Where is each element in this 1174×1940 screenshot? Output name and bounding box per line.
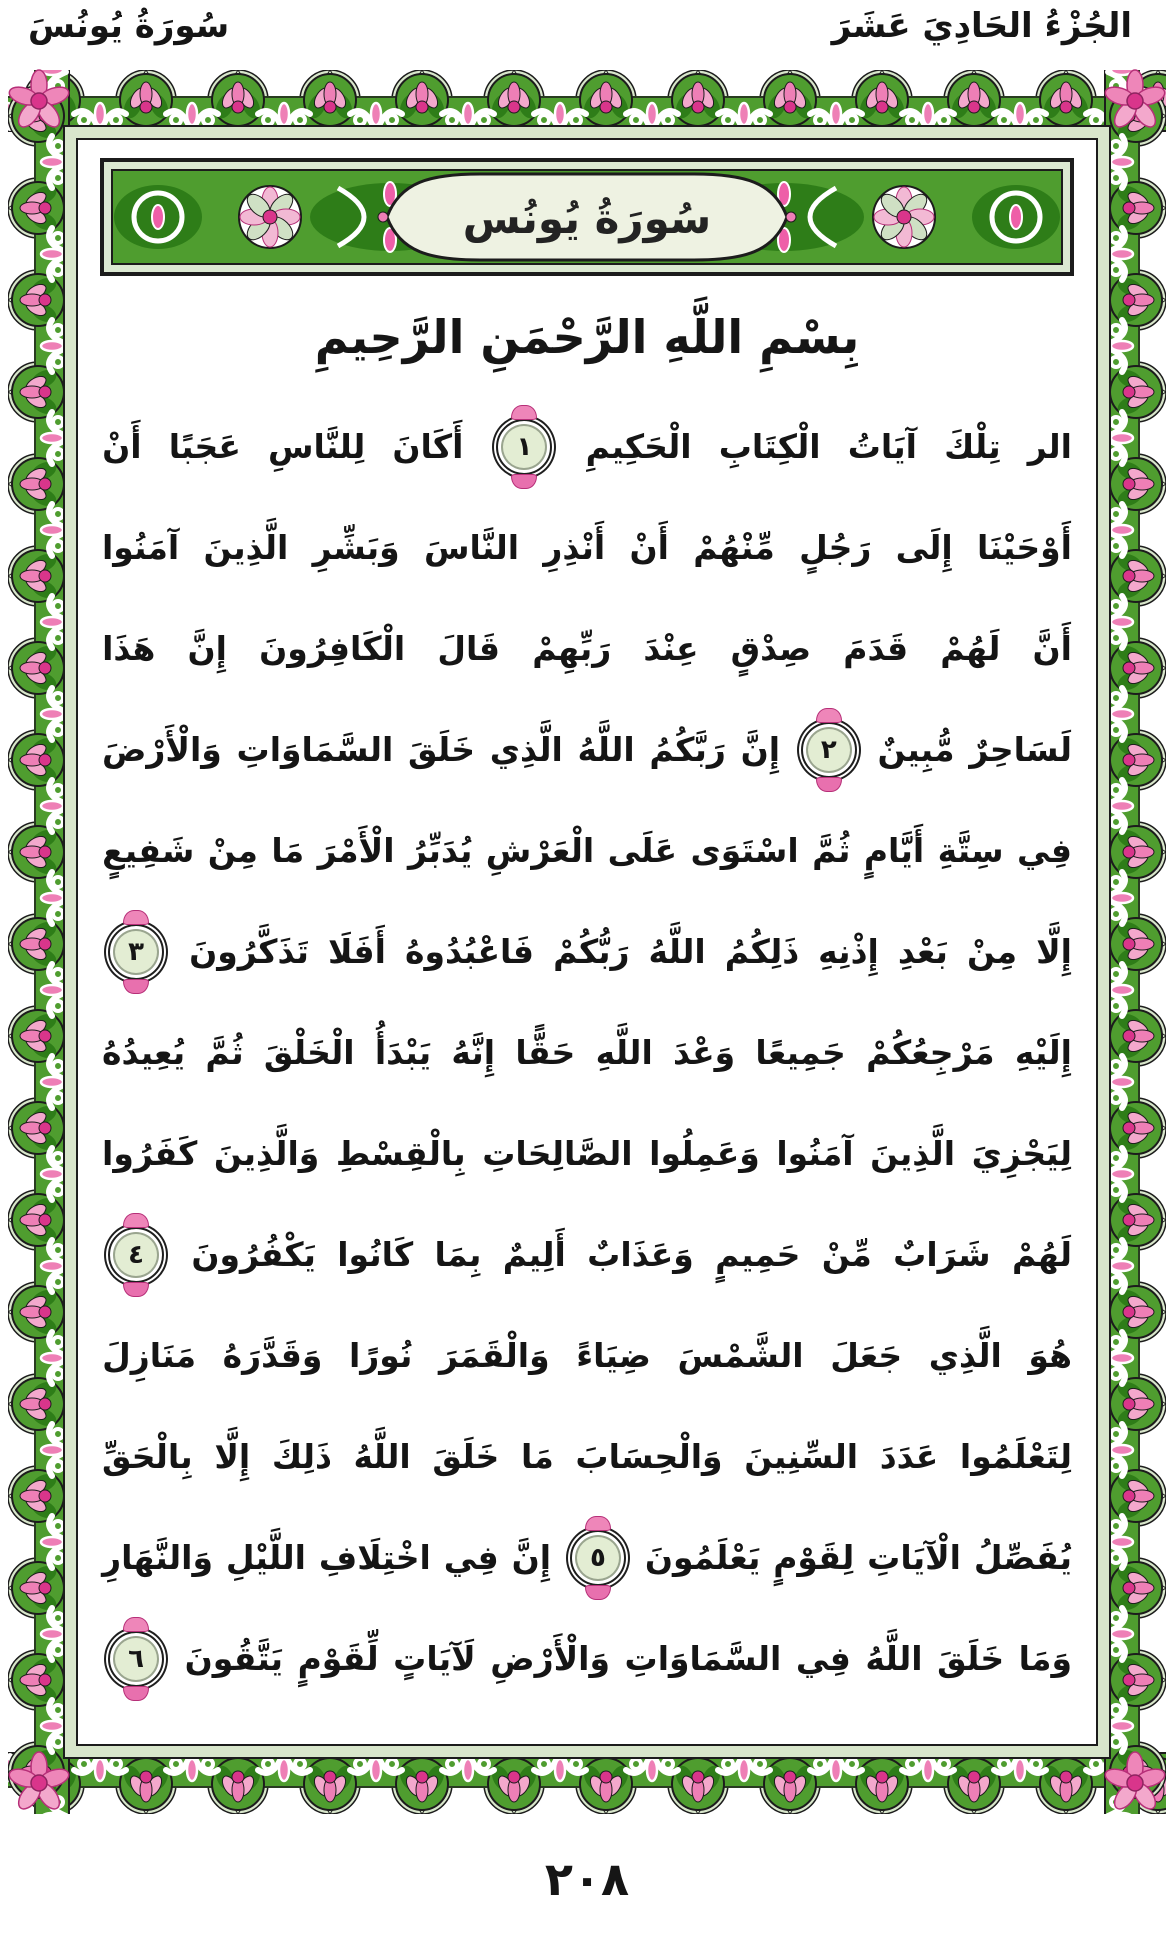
word: اخْتِلَافِ bbox=[318, 1538, 431, 1577]
word: مِنْ bbox=[207, 831, 258, 870]
word: السَّمَاوَاتِ bbox=[624, 1639, 782, 1678]
word: وَقَدَّرَهُ bbox=[222, 1336, 323, 1375]
word: يُدَبِّرُ bbox=[407, 831, 473, 870]
word: خَلَقَ bbox=[937, 1639, 1005, 1678]
word: سِتَّةِ bbox=[937, 831, 1004, 870]
word: أَنْ bbox=[629, 528, 669, 567]
word: صِدْقٍ bbox=[730, 629, 812, 668]
word: يَعْلَمُونَ bbox=[644, 1538, 761, 1577]
word: ثُمَّ bbox=[205, 1033, 244, 1072]
word: الْخَلْقَ bbox=[263, 1033, 355, 1072]
word: عَدَدَ bbox=[879, 1437, 939, 1476]
word: مَرْجِعُكُمْ bbox=[866, 1033, 995, 1072]
word: فَاعْبُدُوهُ bbox=[404, 932, 535, 971]
word: ثُمَّ bbox=[812, 831, 851, 870]
word: فِي bbox=[1017, 831, 1072, 870]
word: يُفَصِّلُ bbox=[973, 1538, 1072, 1577]
word: اللَّهُ bbox=[353, 1437, 411, 1476]
word: يُعِيدُهُ bbox=[102, 1033, 186, 1072]
word: أَنْذِرِ bbox=[543, 528, 606, 567]
word: الْحَكِيمِ bbox=[585, 427, 692, 466]
word: يَبْدَأُ bbox=[374, 1033, 432, 1072]
word: لَهُمْ bbox=[1011, 1235, 1072, 1274]
word: لِيَجْزِيَ bbox=[971, 1134, 1072, 1173]
word: جَمِيعًا bbox=[755, 1033, 846, 1072]
word: وَالْقَمَرَ bbox=[439, 1336, 550, 1375]
word: إِنَّهُ bbox=[451, 1033, 496, 1072]
word: كَفَرُوا bbox=[102, 1134, 198, 1173]
word: اللَّهِ bbox=[595, 1033, 653, 1072]
word: مِّنْ bbox=[821, 1235, 872, 1274]
word: وَالْحِسَابَ bbox=[575, 1437, 723, 1476]
word: وَعَمِلُوا bbox=[649, 1134, 760, 1173]
word: أَوْحَيْنَا bbox=[977, 528, 1072, 567]
word: أَلِيمٌ bbox=[502, 1235, 566, 1274]
word: اللَّهُ bbox=[865, 1639, 923, 1678]
word: مُّبِينٌ bbox=[877, 730, 955, 769]
word: جَعَلَ bbox=[830, 1336, 903, 1375]
word: أَفَلَا bbox=[327, 932, 386, 971]
quran-line bbox=[100, 396, 1074, 497]
word: يَتَّقُونَ bbox=[184, 1639, 284, 1678]
word: لِلنَّاسِ bbox=[267, 427, 366, 466]
word: إِنَّ bbox=[187, 629, 227, 668]
word: اللَّهُ bbox=[577, 730, 635, 769]
word: أَنَّ bbox=[1032, 629, 1072, 668]
word: مَا bbox=[520, 1437, 554, 1476]
word: الْآيَاتِ bbox=[867, 1538, 961, 1577]
word: إِلَيْهِ bbox=[1014, 1033, 1072, 1072]
word: السَّمَاوَاتِ bbox=[236, 730, 394, 769]
word: شَفِيعٍ bbox=[102, 831, 195, 870]
word: تِلْكَ bbox=[944, 427, 1001, 466]
word: الْعَرْشِ bbox=[485, 831, 595, 870]
word: لِقَوْمٍ bbox=[773, 1538, 855, 1577]
word: إِلَّا bbox=[1036, 932, 1072, 971]
quran-line bbox=[100, 1305, 1074, 1406]
verse-number-medallion: ٤ bbox=[108, 1227, 164, 1283]
word: عِنْدَ bbox=[643, 629, 699, 668]
word: الَّذِي bbox=[489, 730, 563, 769]
word: خَلَقَ bbox=[432, 1437, 500, 1476]
word: وَبَشِّرِ bbox=[312, 528, 400, 567]
quran-line bbox=[100, 1608, 1074, 1709]
word: وَمَا bbox=[1018, 1639, 1072, 1678]
word: آمَنُوا bbox=[102, 528, 180, 567]
word: شَرَابٌ bbox=[893, 1235, 991, 1274]
word: بَعْدِ bbox=[897, 932, 948, 971]
quran-line bbox=[100, 800, 1074, 901]
verse-number-medallion: ٢ bbox=[801, 722, 857, 778]
word: الصَّالِحَاتِ bbox=[482, 1134, 633, 1173]
word: إِنَّ bbox=[740, 730, 781, 769]
verse-number-medallion: ٦ bbox=[108, 1631, 164, 1687]
word: أَيَّامٍ bbox=[863, 831, 925, 870]
word: يَكْفُرُونَ bbox=[191, 1235, 316, 1274]
quran-line bbox=[100, 598, 1074, 699]
word: عَلَى bbox=[607, 831, 678, 870]
word: نُورًا bbox=[348, 1336, 413, 1375]
quran-line bbox=[100, 1507, 1074, 1608]
word: رَجُلٍ bbox=[799, 528, 872, 567]
word: خَلَقَ bbox=[408, 730, 476, 769]
verse-lines bbox=[100, 396, 1074, 1738]
word: لِّقَوْمٍ bbox=[297, 1639, 379, 1678]
word: رَبَّكُمُ bbox=[649, 730, 726, 769]
word: الْأَمْرَ bbox=[317, 831, 395, 870]
word: النَّاسَ bbox=[423, 528, 520, 567]
surah-title-band bbox=[100, 158, 1074, 278]
word: مَا bbox=[271, 831, 305, 870]
word: الشَّمْسَ bbox=[677, 1336, 804, 1375]
word: لَسَاحِرٌ bbox=[969, 730, 1072, 769]
surah-title: سُورَةُ يُونُس bbox=[462, 193, 712, 243]
word: بِالْحَقِّ bbox=[102, 1437, 193, 1476]
basmala: بِسْمِ اللَّهِ الرَّحْمَنِ الرَّحِيمِ bbox=[314, 310, 860, 364]
word: هَذَا bbox=[102, 629, 156, 668]
word: السِّنِينَ bbox=[744, 1437, 859, 1476]
word: رَبِّهِمْ bbox=[532, 629, 612, 668]
word: وَعْدَ bbox=[673, 1033, 736, 1072]
word: إِلَى bbox=[895, 528, 953, 567]
word: أَنْ bbox=[102, 427, 142, 466]
juz-header: الجُزْءُ الحَادِيَ عَشَرَ bbox=[831, 6, 1132, 46]
word: الْكَافِرُونَ bbox=[259, 629, 406, 668]
word: قَدَمَ bbox=[843, 629, 909, 668]
word: لِتَعْلَمُوا bbox=[959, 1437, 1072, 1476]
word: وَعَذَابٌ bbox=[587, 1235, 694, 1274]
quran-line bbox=[100, 901, 1074, 1002]
word: مِنْ bbox=[966, 932, 1018, 971]
word: وَالَّذِينَ bbox=[213, 1134, 320, 1173]
word: إِذْنِهِ bbox=[818, 932, 879, 971]
word: مَنَازِلَ bbox=[102, 1336, 197, 1375]
word: حَقًّا bbox=[515, 1033, 576, 1072]
verse-number-medallion: ٣ bbox=[108, 924, 164, 980]
word: لَهُمْ bbox=[940, 629, 1001, 668]
word: الَّذِينَ bbox=[870, 1134, 956, 1173]
word: وَالنَّهَارِ bbox=[102, 1538, 213, 1577]
word: تَذَكَّرُونَ bbox=[189, 932, 309, 971]
word: ذَلِكَ bbox=[271, 1437, 332, 1476]
surah-header: سُورَةُ يُونُسَ bbox=[28, 6, 230, 46]
verse-number-medallion: ٥ bbox=[570, 1530, 626, 1586]
page-number: ٢٠٨ bbox=[544, 1852, 630, 1906]
word: الَّذِينَ bbox=[203, 528, 289, 567]
quran-line bbox=[100, 699, 1074, 800]
word: اسْتَوَى bbox=[690, 831, 799, 870]
word: إِنَّ bbox=[511, 1538, 552, 1577]
word: آيَاتُ bbox=[847, 427, 917, 466]
word: إِلَّا bbox=[214, 1437, 251, 1476]
word: اللَّهُ bbox=[648, 932, 706, 971]
word: الْكِتَابِ bbox=[718, 427, 821, 466]
word: كَانُوا bbox=[337, 1235, 414, 1274]
word: فِي bbox=[443, 1538, 499, 1577]
word: عَجَبًا bbox=[168, 427, 241, 466]
quran-line bbox=[100, 1406, 1074, 1507]
quran-line bbox=[100, 1103, 1074, 1204]
word: لَآيَاتٍ bbox=[393, 1639, 476, 1678]
word: حَمِيمٍ bbox=[715, 1235, 801, 1274]
word: ذَلِكُمُ bbox=[724, 932, 800, 971]
word: هُوَ bbox=[1028, 1336, 1072, 1375]
word: ضِيَاءً bbox=[576, 1336, 651, 1375]
quran-line bbox=[100, 1002, 1074, 1103]
word: مِّنْهُمْ bbox=[693, 528, 775, 567]
word: قَالَ bbox=[437, 629, 501, 668]
text-area bbox=[100, 158, 1074, 1738]
word: الر bbox=[1027, 427, 1072, 466]
word: رَبُّكُمْ bbox=[553, 932, 630, 971]
verse-number-medallion: ١ bbox=[496, 419, 552, 475]
word: اللَّيْلِ bbox=[225, 1538, 306, 1577]
quran-line bbox=[100, 497, 1074, 598]
word: الَّذِي bbox=[928, 1336, 1002, 1375]
word: وَالْأَرْضَ bbox=[102, 730, 222, 769]
word: فِي bbox=[795, 1639, 851, 1678]
word: آمَنُوا bbox=[776, 1134, 854, 1173]
word: أَكَانَ bbox=[392, 427, 464, 466]
quran-line bbox=[100, 1204, 1074, 1305]
word: وَالْأَرْضِ bbox=[490, 1639, 611, 1678]
word: بِالْقِسْطِ bbox=[335, 1134, 466, 1173]
word: بِمَا bbox=[434, 1235, 482, 1274]
